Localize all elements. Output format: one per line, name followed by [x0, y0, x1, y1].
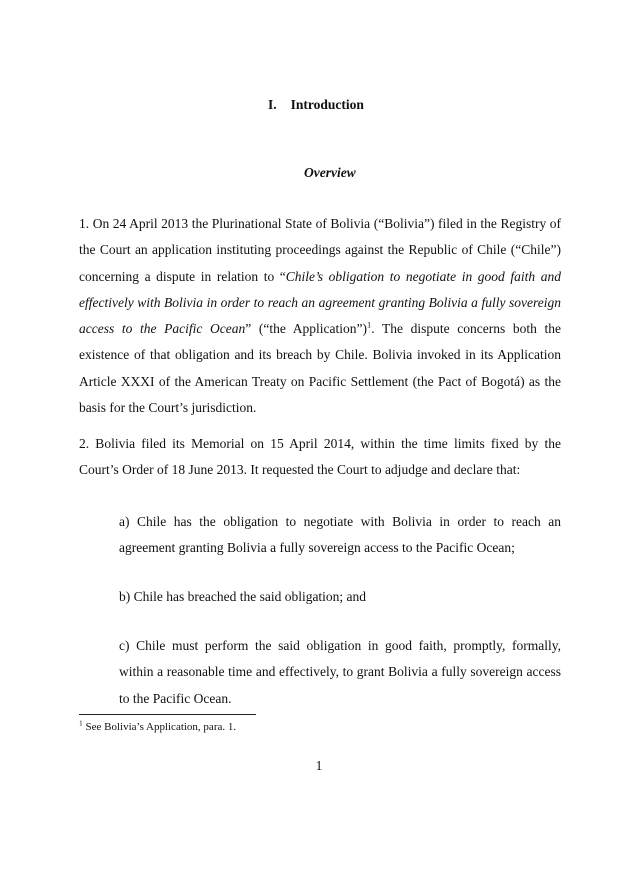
paragraph-1	[79, 211, 561, 421]
footnote	[79, 720, 236, 734]
footnote-marker: 1	[79, 718, 83, 728]
paragraph-1-text-b: ” (“the Application”)	[245, 321, 367, 337]
section-heading	[268, 97, 364, 113]
section-number: I.	[268, 97, 277, 112]
section-title: Introduction	[290, 97, 364, 112]
page-number: 1	[315, 758, 323, 773]
footnote-divider	[79, 714, 256, 715]
submission-b: b) Chile has breached the said obligation; and	[119, 589, 367, 604]
paragraph-1-quote: Chile’s obligation to negotiate in good faith and effectively with Bolivia in order to reach an agreement granting Bolivia a fully sovereign access to the Pacific Ocean	[79, 268, 562, 337]
submission-a: a) Chile has the obligation to negotiate with Bolivia in order to reach an agreement granting Bolivia a fully sovereign access to the Pacific Ocean;	[119, 514, 561, 556]
submission-c: c) Chile must perform the said obligation in good faith, promptly, formally, within a reasonable time and effectively, to grant Bolivia a fully sovereign access to the Pacific Ocean.	[119, 638, 561, 706]
paragraph-1-text-a: 1. On 24 April 2013 the Plurinational State of Bolivia (“Bolivia”) filed in the Registry of the Court an application instituting proceedings against the Republic of Chile (“Chile”) concerning a dispute in relation to “	[79, 216, 561, 284]
paragraph-2: 2. Bolivia filed its Memorial on 15 April 2014, within the time limits fixed by the Court’s Order of 18 June 2013. It requested the Court to adjudge and declare that:	[79, 436, 561, 478]
paragraph-1-text-c: . The dispute concerns both the existence of that obligation and its breach by Chile. Bolivia invoked in its Application Article XXXI of the American Treaty on Pacific Settlement (the Pact of Bogotá) as the basis for the Court’s jurisdiction.	[79, 321, 562, 416]
footnote-text: See Bolivia’s Application, para. 1.	[82, 721, 237, 733]
footnote-reference[interactable]: 1	[366, 319, 372, 330]
subsection-heading: Overview	[304, 165, 356, 180]
